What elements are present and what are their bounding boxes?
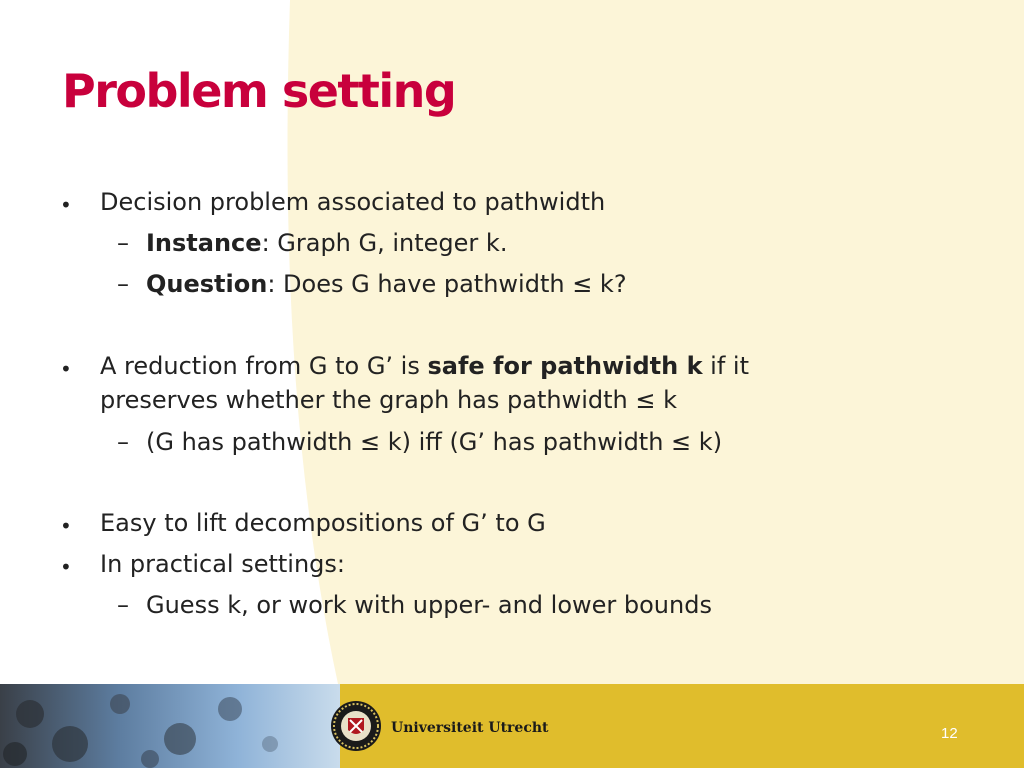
reduction-text-pre: A reduction from G to G’ is bbox=[100, 352, 428, 380]
reduction-text-bold: safe for pathwidth k bbox=[427, 352, 703, 380]
bullet-practical: In practical settings: bbox=[100, 550, 345, 578]
university-seal-icon bbox=[330, 700, 382, 752]
question-text: : Does G have pathwidth ≤ k? bbox=[267, 270, 627, 298]
bullet-reduction bbox=[100, 352, 749, 380]
instance-label: Instance bbox=[146, 229, 262, 257]
question-label: Question bbox=[146, 270, 268, 298]
bullet-easy-lift: Easy to lift decompositions of G’ to G bbox=[100, 509, 546, 537]
instance-text: : Graph G, integer k. bbox=[261, 229, 508, 257]
slide-title: Problem setting bbox=[62, 64, 456, 118]
bullet-reduction-continuation: preserves whether the graph has pathwidth ≤ k bbox=[100, 386, 677, 414]
sub-bullet-marker: – bbox=[117, 229, 129, 257]
sub-bullet-marker: – bbox=[117, 591, 129, 619]
bullet-marker: • bbox=[60, 514, 72, 538]
bullet-decision-problem: Decision problem associated to pathwidth bbox=[100, 188, 606, 216]
bullet-marker: • bbox=[60, 357, 72, 381]
sub-bullet-question bbox=[146, 270, 627, 298]
sub-bullet-marker: – bbox=[117, 270, 129, 298]
reduction-text-post: if it bbox=[702, 352, 749, 380]
university-name: Universiteit Utrecht bbox=[391, 720, 549, 736]
bullet-marker: • bbox=[60, 555, 72, 579]
sub-bullet-iff: (G has pathwidth ≤ k) iff (G’ has pathwidth ≤ k) bbox=[146, 428, 723, 456]
sub-bullet-marker: – bbox=[117, 428, 129, 456]
sub-bullet-guess: Guess k, or work with upper- and lower bounds bbox=[146, 591, 712, 619]
sub-bullet-instance bbox=[146, 229, 507, 257]
bullet-marker: • bbox=[60, 193, 72, 217]
page-number: 12 bbox=[941, 725, 958, 742]
